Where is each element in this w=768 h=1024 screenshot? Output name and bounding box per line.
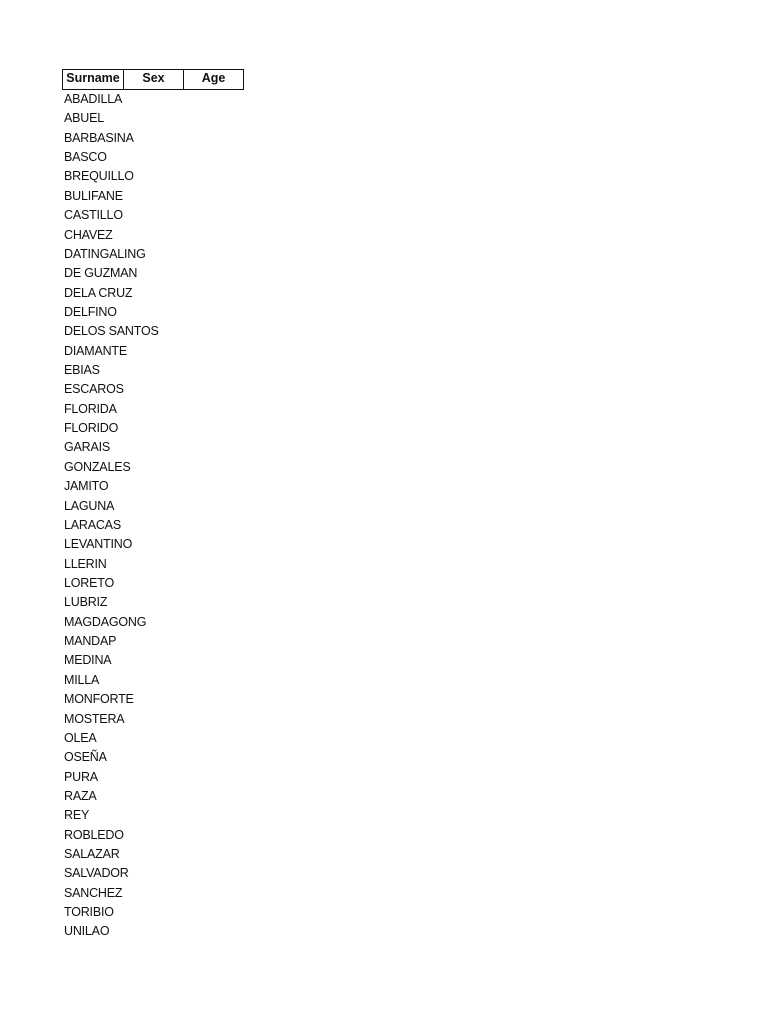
surname-row: DELFINO bbox=[64, 304, 117, 319]
surname-row: UNILAO bbox=[64, 924, 110, 939]
surname-row: ABADILLA bbox=[64, 92, 123, 106]
surname-row: ABUEL bbox=[64, 111, 104, 126]
header-age: Age bbox=[201, 71, 226, 85]
surname-row: MONFORTE bbox=[64, 692, 134, 707]
surname-row: GONZALES bbox=[64, 459, 131, 474]
surname-row: SANCHEZ bbox=[64, 885, 123, 900]
surname-row: LLERIN bbox=[64, 556, 107, 571]
surname-row: DELOS SANTOS bbox=[64, 324, 159, 339]
surname-row: DE GUZMAN bbox=[64, 266, 138, 281]
surname-row: BARBASINA bbox=[64, 130, 134, 145]
surname-row: BULIFANE bbox=[64, 188, 123, 203]
surname-row: LARACAS bbox=[64, 517, 121, 532]
surname-row: LORETO bbox=[64, 575, 114, 590]
surname-row: TORIBIO bbox=[64, 905, 114, 920]
surname-row: OSEÑA bbox=[64, 750, 107, 765]
surname-row: ESCAROS bbox=[64, 382, 124, 397]
surname-row: MOSTERA bbox=[64, 711, 125, 726]
surname-row: DELA CRUZ bbox=[64, 285, 133, 300]
surname-row: RAZA bbox=[64, 788, 97, 803]
surname-row: MILLA bbox=[64, 672, 100, 687]
surname-row: MAGDAGONG bbox=[64, 614, 147, 629]
surname-row: BASCO bbox=[64, 150, 107, 165]
surname-row: MANDAP bbox=[64, 634, 117, 649]
header-sex: Sex bbox=[124, 70, 184, 89]
surname-row: LAGUNA bbox=[64, 498, 115, 513]
surname-row: LEVANTINO bbox=[64, 537, 133, 552]
surname-row: GARAIS bbox=[64, 440, 111, 455]
surname-row: CASTILLO bbox=[64, 208, 123, 223]
surname-row: FLORIDO bbox=[64, 421, 119, 436]
surname-row: REY bbox=[64, 808, 90, 823]
surname-row: PURA bbox=[64, 769, 98, 784]
surname-row: OLEA bbox=[64, 730, 97, 745]
surname-row: ROBLEDO bbox=[64, 827, 124, 842]
header-surname: Surname bbox=[63, 70, 124, 89]
surname-row: EBIAS bbox=[64, 363, 100, 378]
surname-row: SALVADOR bbox=[64, 866, 129, 881]
surname-row: DIAMANTE bbox=[64, 343, 127, 358]
surname-row: DATINGALING bbox=[64, 246, 146, 261]
surname-row: CHAVEZ bbox=[64, 227, 113, 242]
surname-row: BREQUILLO bbox=[64, 169, 134, 184]
surname-row: FLORIDA bbox=[64, 401, 117, 416]
surname-row: SALAZAR bbox=[64, 847, 120, 862]
table-header bbox=[62, 69, 244, 90]
surname-row: LUBRIZ bbox=[64, 595, 108, 610]
surname-list bbox=[64, 90, 159, 942]
surname-row: MEDINA bbox=[64, 653, 112, 668]
surname-row: JAMITO bbox=[64, 479, 109, 494]
